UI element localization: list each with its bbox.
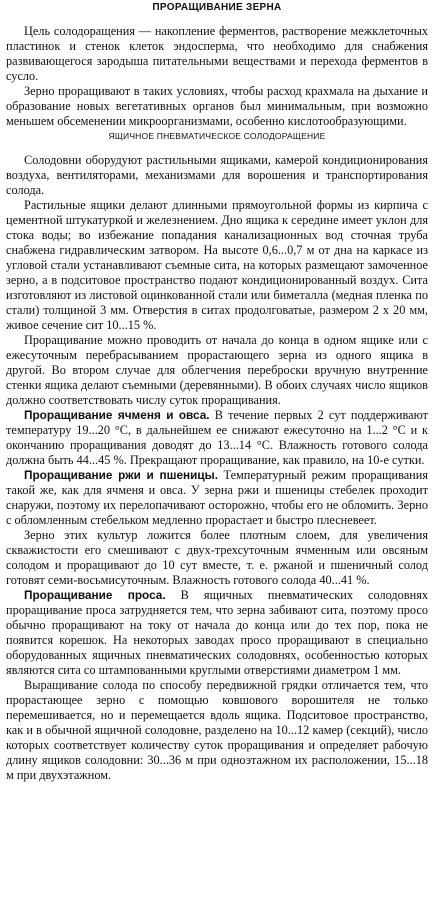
- runin-heading: Проращивание ржи и пшеницы.: [24, 468, 219, 482]
- intro-paragraph-1: Цель солодоращения — накопление ферментов, растворение межклеточных пластинок и стенок клеток эндосперма, что необходимо для снабжения развивающегося зародыша питательными веществами и перехода ферментов в сусло.: [6, 24, 428, 83]
- runin-paragraph-millet: [6, 588, 428, 678]
- paragraph-moving-bed: [6, 678, 428, 783]
- runin-heading: Проращивание ячменя и овса.: [24, 408, 210, 422]
- section-paragraph-1: Солодовни оборудуют растильными ящиками, камерой кондиционирования воздуха, вентиляторами, механизмами для ворошения и транспортирования солода.: [6, 153, 428, 197]
- page-title: ПРОРАЩИВАНИЕ ЗЕРНА: [152, 2, 282, 13]
- runin-paragraph-barley: [6, 408, 428, 468]
- paragraph-text: Выращивание солода по способу передвижной грядки отличается тем, что прорастающее зерно с помощью ковшового ворошителя не только перемешивается, но и перемещается вдоль ящика. Подситовое пространство, как и в обычной ящичной солодовне, разделено на 10...12 камер (секций), число которых соответствует количеству суток проращивания и определяет рабочую длину ящиков солодовни: 30...36 м при одноэтажном их расположении, 15...18 м при двухэтажном.: [6, 678, 428, 782]
- section-paragraph-2: Растильные ящики делают длинными прямоугольной формы из кирпича с цементной штукатуркой и железнением. Дно ящика к середине имеет уклон для стока воды; во избежание попадания канализационных вод сточная труба снабжена гидравлическим затвором. На высоте 0,6...0,7 м от дна на каркасе из угловой стали устанавливают съемные сита, на которых размещают замоченное зерно, а в подситовое пространство подают кондиционированный воздух. Сита изготовляют из листовой оцинкованной стали или биметалла (медная пленка по стали) толщиной 3 мм. Отверстия в ситах продолговатые, размером 2 х 20 мм, живое сечение сит 10...15 %.: [6, 198, 428, 332]
- runin-paragraph-rye: [6, 468, 428, 528]
- runin-heading: Проращивание проса.: [24, 588, 166, 602]
- runin-text: В ящичных пневматических солодовнях проращивание проса затрудняется тем, что зерна забивают сита, поэтому просо обычно проращивают на току от начала до конца или до тех пор, пока не появится корешок. На некоторых заводах просо проращивают в специально оборудованных ящичных пневматических солодовнях, особенностью которых являются сита со штампованными круглыми отверстиями диаметром 1 мм.: [6, 588, 428, 677]
- runin-text: Температурный режим проращивания такой же, как для ячменя и овса. У зерна ржи и пшеницы стебелек проходит снаружи, поэтому их перелопачивают осторожно, чтобы его не обломить. Зерно с обломленным стебельком медленно прорастает и быстро плесневеет.: [6, 468, 428, 527]
- intro-paragraph-2: Зерно проращивают в таких условиях, чтобы расход крахмала на дыхание и образование новых вегетативных органов был минимальным, при возможно меньшем обсеменении микроорганизмами, особенно кислотообразующими.: [6, 84, 428, 128]
- section-title: ЯЩИЧНОЕ ПНЕВМАТИЧЕСКОЕ СОЛОДОРАЩЕНИЕ: [108, 131, 326, 141]
- paragraph-rye-continued: [6, 528, 428, 588]
- runin-text: В течение первых 2 сут поддерживают температуру 19...20 °С, в дальнейшем ее снижают ежесуточно на 1...2 °С и к окончанию проращивания доводят до 13...14 °С. Влажность готового солода должна быть 44...45 %. Прекращают проращивание, как правило, на 10-е сутки.: [6, 408, 428, 467]
- paragraph-text: Зерно этих культур ложится более плотным слоем, для увеличения скважистости его смешивают с двух-трехсуточным ячменным или овсяным солодом и проращивают до 10 сут вместе, т. е. ржаной и пшеничный солод готовят семи-восьмисуточным. Влажность готового солода 40...41 %.: [6, 528, 428, 587]
- section-paragraph-3: Проращивание можно проводить от начала до конца в одном ящике или с ежесуточным перебрасыванием прорастающего зерна из одного ящика в другой. Во втором случае для облегчения переброски вручную внутренние стенки ящика делают съемными (деревянными). В обоих случаях число ящиков должно соответствовать числу суток проращивания.: [6, 333, 428, 407]
